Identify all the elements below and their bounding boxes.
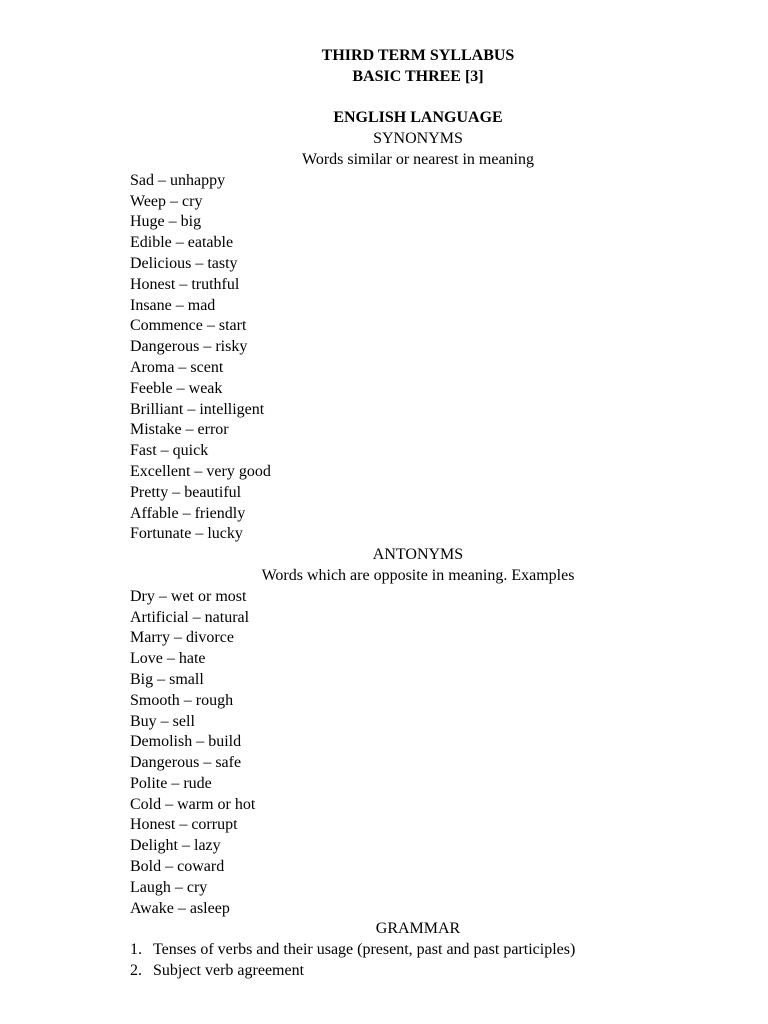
grammar-heading: GRAMMAR — [375, 920, 461, 938]
synonym-item: Affable – friendly — [130, 504, 246, 522]
antonym-item: Cold – warm or hot — [130, 795, 256, 813]
synonym-item: Mistake – error — [130, 421, 229, 439]
synonym-item: Delicious – tasty — [130, 254, 238, 272]
synonym-item: Insane – mad — [130, 296, 216, 314]
antonym-item: Honest – corrupt — [130, 816, 238, 834]
syllabus-title: THIRD TERM SYLLABUS — [321, 47, 515, 64]
antonyms-list — [130, 587, 706, 920]
synonym-item: Brilliant – intelligent — [130, 400, 265, 418]
synonym-item: Feeble – weak — [130, 379, 223, 397]
document-content — [130, 46, 706, 982]
synonym-item: Edible – eatable — [130, 234, 234, 252]
antonym-item: Buy – sell — [130, 712, 195, 730]
grammar-item-number: 2. — [130, 962, 142, 980]
synonym-item: Excellent – very good — [130, 462, 271, 480]
synonym-item: Fast – quick — [130, 442, 209, 460]
synonym-item: Fortunate – lucky — [130, 525, 243, 543]
synonym-item: Commence – start — [130, 317, 247, 335]
synonyms-description: Words similar or nearest in meaning — [302, 150, 534, 168]
synonym-item: Huge – big — [130, 213, 202, 231]
synonym-item: Dangerous – risky — [130, 338, 248, 356]
antonyms-description: Words which are opposite in meaning. Examples — [261, 566, 575, 584]
antonym-item: Smooth – rough — [130, 691, 234, 709]
antonym-item: Delight – lazy — [130, 837, 221, 855]
antonym-item: Artificial – natural — [130, 608, 250, 626]
synonym-item: Sad – unhappy — [130, 171, 226, 189]
synonym-item: Weep – cry — [130, 192, 203, 210]
antonyms-heading: ANTONYMS — [372, 546, 464, 564]
synonyms-list — [130, 171, 706, 545]
antonym-item: Awake – asleep — [130, 899, 230, 917]
synonym-item: Pretty – beautiful — [130, 483, 242, 501]
synonym-item: Honest – truthful — [130, 275, 240, 293]
antonym-item: Dangerous – safe — [130, 754, 242, 772]
grammar-list — [130, 940, 706, 982]
antonym-item: Demolish – build — [130, 733, 242, 751]
grammar-item-text: Subject verb agreement — [153, 962, 305, 980]
subject-title: ENGLISH LANGUAGE — [333, 109, 503, 127]
synonyms-heading: SYNONYMS — [373, 130, 463, 148]
synonym-item: Aroma – scent — [130, 358, 224, 376]
spacer — [130, 88, 706, 109]
antonym-item: Bold – coward — [130, 858, 225, 876]
antonym-item: Marry – divorce — [130, 629, 234, 647]
antonym-item: Laugh – cry — [130, 878, 208, 896]
antonym-item: Polite – rude — [130, 774, 212, 792]
grammar-item — [130, 940, 706, 961]
class-title: BASIC THREE [3] — [352, 67, 484, 85]
grammar-item — [130, 961, 706, 982]
antonym-item: Love – hate — [130, 650, 206, 668]
antonym-item: Big – small — [130, 670, 204, 688]
antonym-item: Dry – wet or most — [130, 587, 247, 605]
grammar-item-text: Tenses of verbs and their usage (present, past and past participles) — [153, 941, 576, 959]
grammar-item-number: 1. — [130, 941, 142, 959]
